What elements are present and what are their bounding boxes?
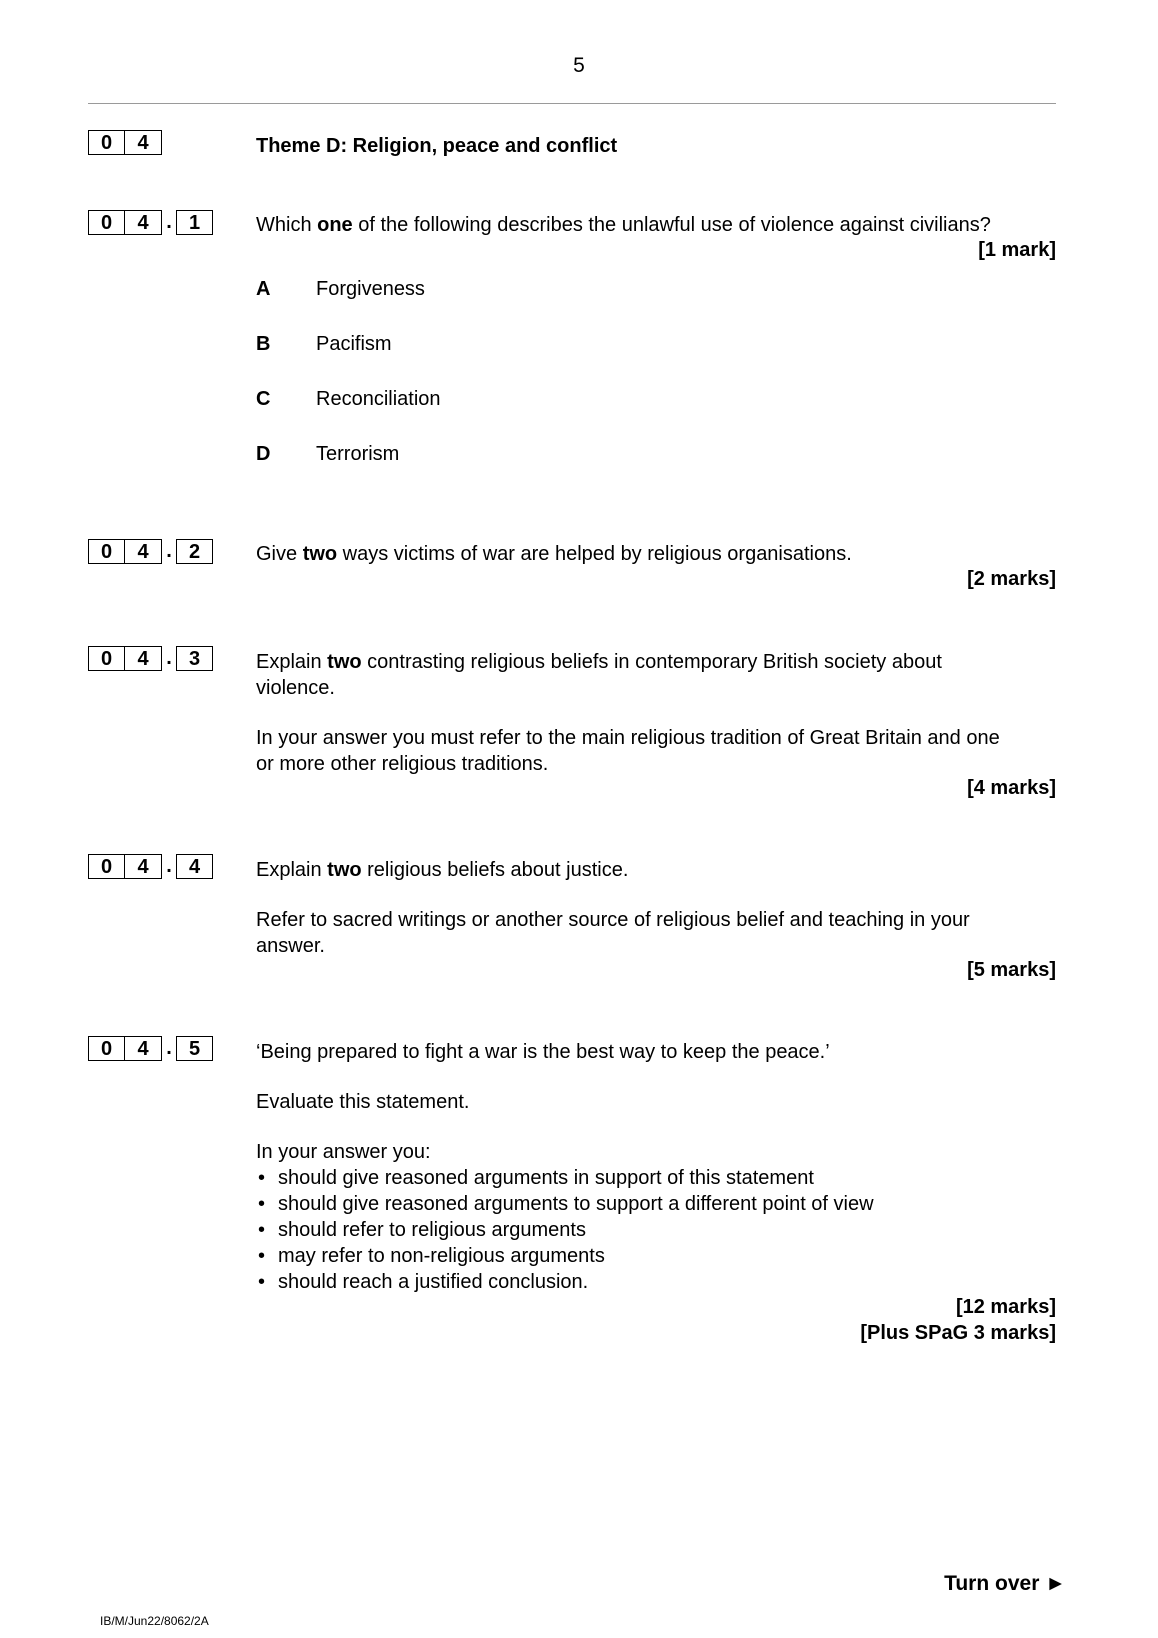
- list-item: • should give reasoned arguments to support a different point of view: [256, 1191, 1056, 1217]
- number-box: 0: [88, 646, 125, 671]
- number-box: 4: [125, 539, 162, 564]
- option-letter: B: [256, 333, 271, 355]
- number-box: 0: [88, 1036, 125, 1061]
- number-box: 4: [176, 854, 213, 879]
- number-dot: .: [166, 647, 172, 669]
- number-box: 1: [176, 210, 213, 235]
- section-number: [88, 129, 162, 156]
- number-dot: .: [166, 211, 172, 233]
- question-number-04-1: [88, 209, 213, 236]
- question-04-1-text: Which one of the following describes the unlawful use of violence against civilians?: [256, 214, 991, 236]
- footer-code: IB/M/Jun22/8062/2A: [100, 1614, 209, 1628]
- question-number-04-2: [88, 538, 213, 565]
- question-04-5-marks: [12 marks]: [955, 1296, 1056, 1318]
- question-04-5-bullet-list: [256, 1165, 1056, 1295]
- number-dot: .: [166, 855, 172, 877]
- number-box: 2: [176, 539, 213, 564]
- option-letter: A: [256, 278, 271, 300]
- question-number-04-3: [88, 645, 213, 672]
- question-04-2-marks: [2 marks]: [967, 568, 1056, 590]
- option-letter: C: [256, 388, 271, 410]
- number-box: 4: [125, 646, 162, 671]
- question-number-04-4: [88, 853, 213, 880]
- list-item: • should give reasoned arguments in support of this statement: [256, 1165, 1056, 1191]
- question-04-3-marks: [4 marks]: [967, 777, 1056, 799]
- question-04-1-marks: [1 mark]: [978, 239, 1056, 261]
- number-dot: .: [166, 1037, 172, 1059]
- option-text: Pacifism: [316, 333, 392, 355]
- number-dot: .: [166, 540, 172, 562]
- page-number: 5: [573, 54, 585, 77]
- number-box: 4: [125, 210, 162, 235]
- question-04-5-intro: In your answer you:: [256, 1141, 431, 1163]
- question-04-5-statement: ‘Being prepared to fight a war is the best way to keep the peace.’: [256, 1041, 830, 1063]
- option-text: Terrorism: [316, 443, 400, 465]
- list-item: • may refer to non-religious arguments: [256, 1243, 1056, 1269]
- number-box: 0: [88, 130, 125, 155]
- question-04-5-instruction: Evaluate this statement.: [256, 1091, 470, 1113]
- question-number-04-5: [88, 1035, 213, 1062]
- turn-over-label: Turn over ►: [944, 1572, 1066, 1595]
- option-letter: D: [256, 443, 271, 465]
- option-text: Reconciliation: [316, 388, 441, 410]
- list-item: • should reach a justified conclusion.: [256, 1269, 1056, 1295]
- number-box: 5: [176, 1036, 213, 1061]
- number-box: 0: [88, 539, 125, 564]
- question-04-3-instruction: In your answer you must refer to the main religious tradition of Great Britain and one or more other religious traditions.: [256, 727, 1000, 775]
- number-box: 0: [88, 210, 125, 235]
- question-04-4-marks: [5 marks]: [967, 959, 1056, 981]
- question-04-5-spag-marks: [Plus SPaG 3 marks]: [860, 1322, 1056, 1344]
- number-box: 4: [125, 130, 162, 155]
- option-text: Forgiveness: [316, 278, 425, 300]
- question-04-3-text: Explain two contrasting religious beliefs in contemporary British society about violence.: [256, 651, 942, 699]
- section-title: Theme D: Religion, peace and conflict: [256, 135, 618, 157]
- header-divider: [88, 103, 1056, 104]
- number-box: 4: [125, 854, 162, 879]
- question-04-2-text: Give two ways victims of war are helped by religious organisations.: [256, 543, 852, 565]
- question-04-4-text: Explain two religious beliefs about justice.: [256, 859, 629, 881]
- question-04-4-instruction: Refer to sacred writings or another source of religious belief and teaching in your answer.: [256, 909, 970, 957]
- number-box: 3: [176, 646, 213, 671]
- list-item: • should refer to religious arguments: [256, 1217, 1056, 1243]
- number-box: 0: [88, 854, 125, 879]
- number-box: 4: [125, 1036, 162, 1061]
